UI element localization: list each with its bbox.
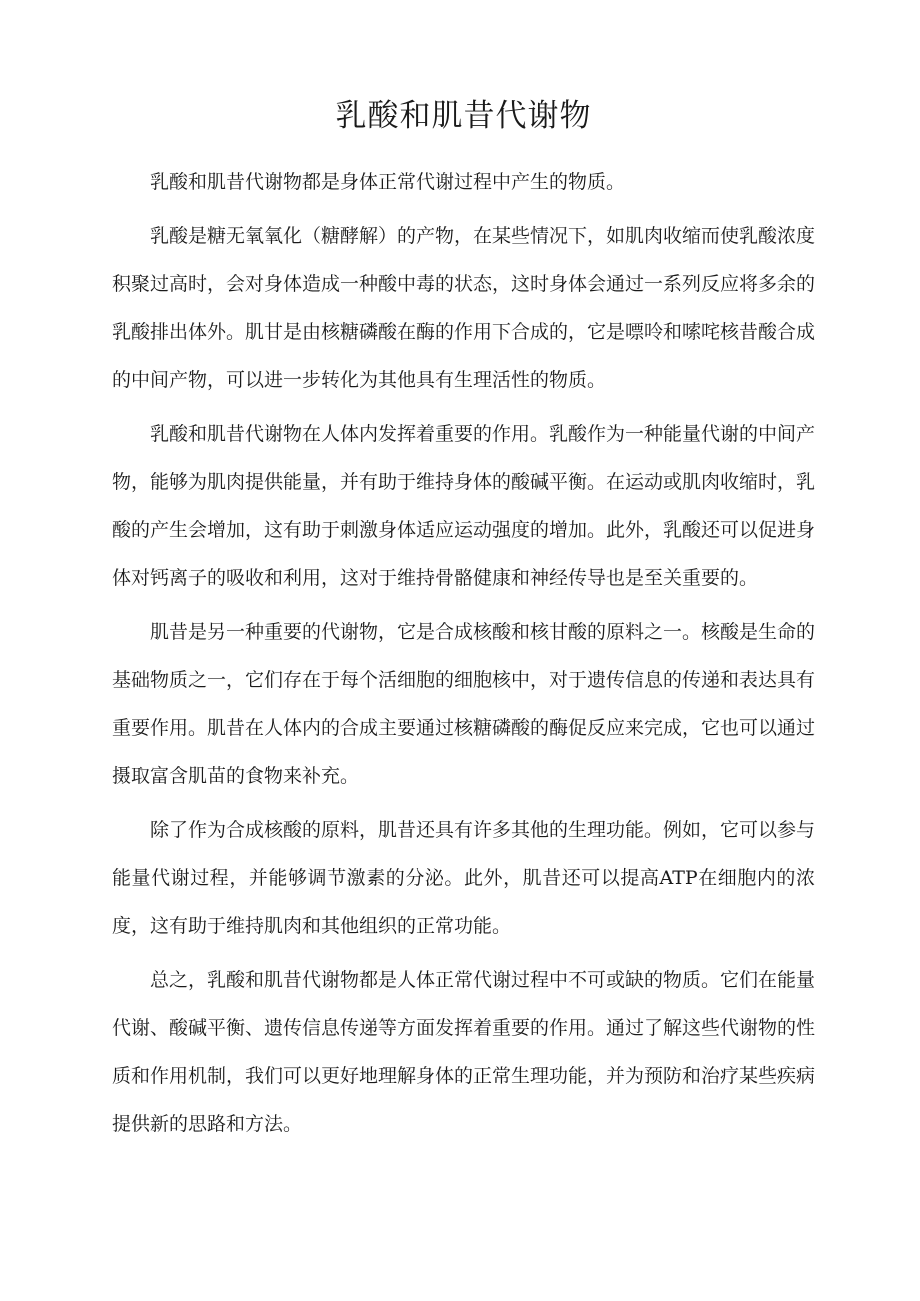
paragraph-roles: 乳酸和肌昔代谢物在人体内发挥着重要的作用。乳酸作为一种能量代谢的中间产物，能够为肌肉提供能量，并有助于维持身体的酸碱平衡。在运动或肌肉收缩时，乳酸的产生会增加，这有助于刺激身体适应运动强度的增加。此外，乳酸还可以促进身体对钙离子的吸收和利用，这对于维持骨骼健康和神经传导也是至关重要的。	[112, 423, 816, 589]
paragraph-inosine: 肌昔是另一种重要的代谢物，它是合成核酸和核甘酸的原料之一。核酸是生命的基础物质之一，它们存在于每个活细胞的细胞核中，对于遗传信息的传递和表达具有重要作用。肌昔在人体内的合成主要通过核糖磷酸的酶促反应来完成，它也可以通过摄取富含肌苗的食物来补充。	[112, 621, 816, 787]
paragraph-conclusion: 总之，乳酸和肌昔代谢物都是人体正常代谢过程中不可或缺的物质。它们在能量代谢、酸碱平衡、遗传信息传递等方面发挥着重要的作用。通过了解这些代谢物的性质和作用机制，我们可以更好地理解身体的正常生理功能，并为预防和治疗某些疾病提供新的思路和方法。	[112, 969, 816, 1135]
paragraph-intro: 乳酸和肌昔代谢物都是身体正常代谢过程中产生的物质。	[150, 171, 626, 193]
paragraph-lactic-acid: 乳酸是糖无氧氧化（糖酵解）的产物，在某些情况下，如肌肉收缩而使乳酸浓度积聚过高时，会对身体造成一种酸中毒的状态，这时身体会通过一系列反应将多余的乳酸排出体外。肌甘是由核糖磷酸在酶的作用下合成的，它是嘌呤和嗦咤核昔酸合成的中间产物，可以进一步转化为其他具有生理活性的物质。	[112, 225, 816, 391]
document-title: 乳酸和肌昔代谢物	[335, 98, 592, 134]
paragraph-functions: 除了作为合成核酸的原料，肌昔还具有许多其他的生理功能。例如，它可以参与能量代谢过程，并能够调节激素的分泌。此外，肌昔还可以提高ATP在细胞内的浓度，这有助于维持肌肉和其他组织的正常功能。	[112, 819, 816, 937]
